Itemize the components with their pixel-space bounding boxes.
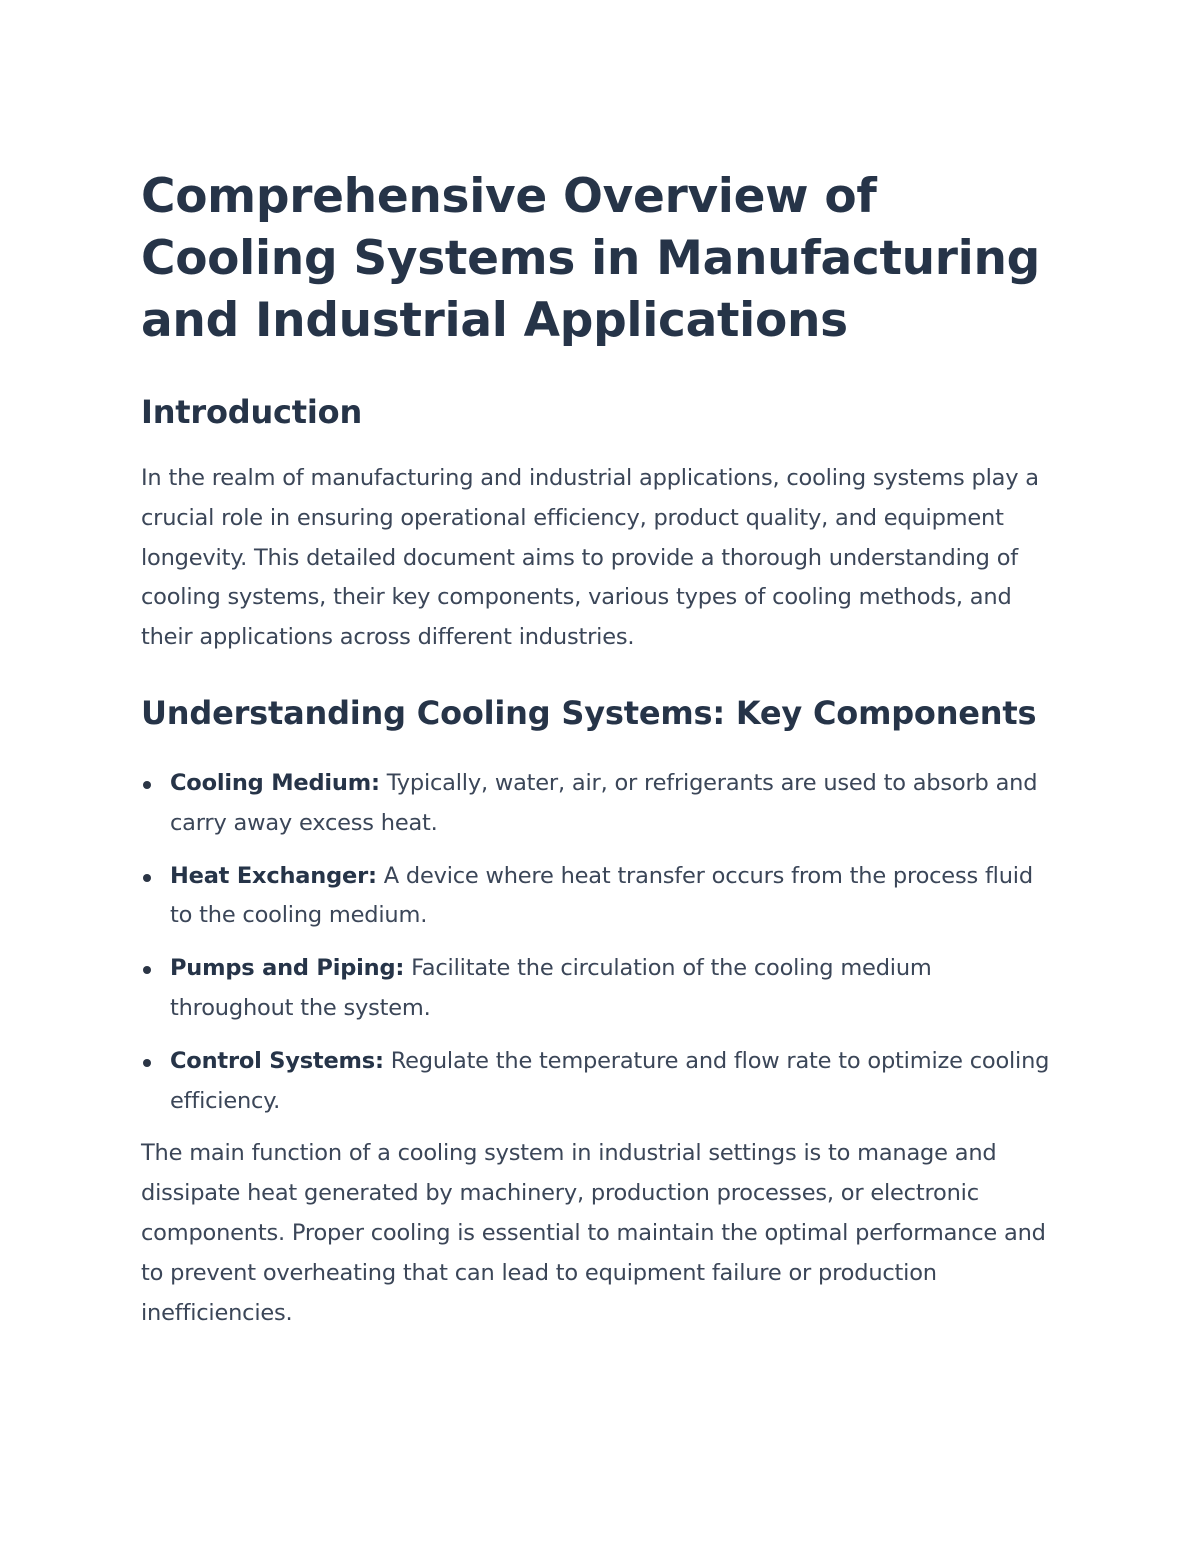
list-item-text: A device where heat transfer occurs from the process fluid to the cooling medium. [170,862,1033,929]
cooling-function-paragraph: The main function of a cooling system in industrial settings is to manage and dissipate heat generated by machinery, production processes, or electronic components. Proper cooling is essential to maintain the optimal performance and to prevent overheating that can lead to equipment failure or production inefficiencies. [141,1140,1046,1326]
list-item [141,857,1061,937]
list-item [141,949,1061,1029]
bullet-icon [143,781,151,789]
list-item-term: Pumps and Piping: [170,955,405,982]
bullet-icon [143,874,151,882]
section-heading-key-components: Understanding Cooling Systems: Key Components [141,693,1037,732]
section-heading-introduction: Introduction [141,393,363,431]
bullet-icon [143,1059,151,1067]
list-item [141,764,1061,844]
list-item-term: Heat Exchanger: [170,862,377,889]
list-item-text: Facilitate the circulation of the cooling medium throughout the system. [170,955,932,1021]
list-item-text: Typically, water, air, or refrigerants are used to absorb and carry away excess heat. [170,769,1038,836]
list-item-term: Control Systems: [170,1047,384,1074]
document-title: Comprehensive Overview of Cooling Systems in Manufacturing and Industrial Applications [141,169,1040,348]
list-item-text: Regulate the temperature and flow rate to optimize cooling efficiency. [170,1047,1050,1114]
document-page [141,166,1061,1333]
introduction-paragraph: In the realm of manufacturing and industrial applications, cooling systems play a crucial role in ensuring operational efficiency, product quality, and equipment longevity. This detailed document aims to provide a thorough understanding of cooling systems, their key components, various types of cooling methods, and their applications across different industries. [141,465,1039,651]
list-item-term: Cooling Medium: [170,769,380,796]
list-item [141,1042,1061,1122]
key-components-list [141,764,1061,1121]
bullet-icon [143,966,151,974]
